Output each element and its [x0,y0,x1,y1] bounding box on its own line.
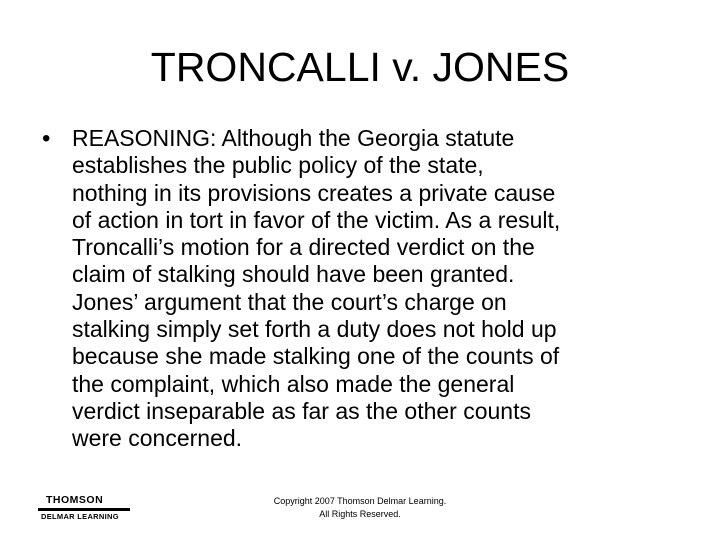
bullet-line: were concerned. [72,425,243,452]
logo-sub-text: DELMAR LEARNING [41,512,119,521]
copyright-notice [210,495,510,521]
logo-brand-text: THOMSON [46,494,104,506]
bullet-point [42,125,682,453]
publisher-logo [38,495,130,525]
bullet-line: the complaint, which also made the general [72,370,515,397]
bullet-line: stalking simply set forth a duty does not hold up [72,316,557,343]
slide-title: TRONCALLI v. JONES [150,44,570,90]
bullet-line: Troncalli’s motion for a directed verdict on the [72,234,535,261]
bullet-line: of action in tort in favor of the victim. As a result, [72,206,561,233]
logo-divider [38,508,130,511]
bullet-line: Jones’ argument that the court’s charge on [72,288,507,315]
bullet-marker: • [42,125,51,152]
bullet-line: establishes the public policy of the state, [72,152,484,179]
copyright-line: Copyright 2007 Thomson Delmar Learning. [273,496,447,506]
bullet-line: verdict inseparable as far as the other counts [72,397,531,424]
bullet-text [72,125,682,453]
bullet-line: REASONING: Although the Georgia statute [72,125,515,151]
copyright-line: All Rights Reserved. [319,509,401,519]
bullet-line: nothing in its provisions creates a private cause [72,179,556,206]
bullet-line: claim of stalking should have been granted. [72,261,515,288]
bullet-line: because she made stalking one of the counts of [72,343,560,370]
